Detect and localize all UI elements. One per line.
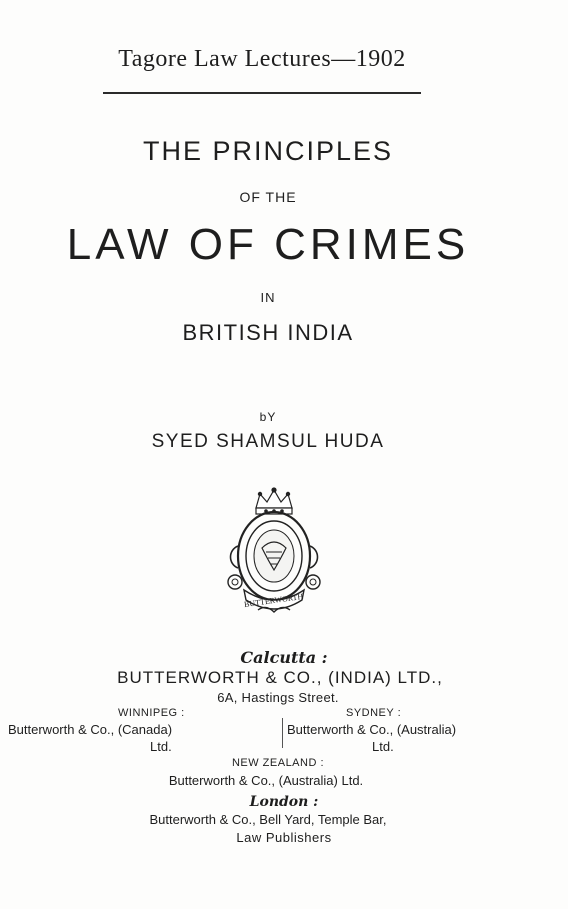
publisher-address: 6A, Hastings Street. <box>217 690 339 705</box>
branch-left-ltd: Ltd. <box>150 739 172 754</box>
author-name: SYED SHAMSUL HUDA <box>151 431 385 452</box>
emblem-text: BUTTERWORTH <box>243 591 304 610</box>
branch-nz-city: NEW ZEALAND : <box>231 757 325 769</box>
series-title: Tagore Law Lectures—1902 <box>118 46 406 72</box>
publisher-city: Calcutta : <box>240 648 328 667</box>
london-address: Butterworth & Co., Bell Yard, Temple Bar, <box>149 812 387 827</box>
publisher-imprint: Law Publishers <box>236 830 332 845</box>
branch-right-name: Butterworth & Co., (Australia) <box>287 722 457 737</box>
publisher-name: BUTTERWORTH & CO., (INDIA) LTD., <box>117 668 443 687</box>
branch-divider <box>282 718 283 748</box>
title-line-1: THE PRINCIPLES <box>142 136 394 166</box>
title-line-2: OF THE <box>239 189 297 205</box>
title-line-5: BRITISH INDIA <box>182 320 354 345</box>
crown-icon <box>256 488 292 514</box>
branch-right-city: SYDNEY : <box>346 707 402 719</box>
branch-right-ltd: Ltd. <box>372 739 394 754</box>
branch-left-city: WINNIPEG : <box>118 707 185 719</box>
publisher-emblem <box>222 486 326 620</box>
author-by: bY <box>259 410 277 424</box>
title-line-3: LAW OF CRIMES <box>66 220 470 269</box>
branch-left-name: Butterworth & Co., (Canada) <box>8 722 173 737</box>
series-title-rule <box>103 92 421 94</box>
title-line-4: IN <box>260 290 276 305</box>
branch-nz-name: Butterworth & Co., (Australia) Ltd. <box>168 773 364 788</box>
london-heading: London : <box>249 794 319 810</box>
